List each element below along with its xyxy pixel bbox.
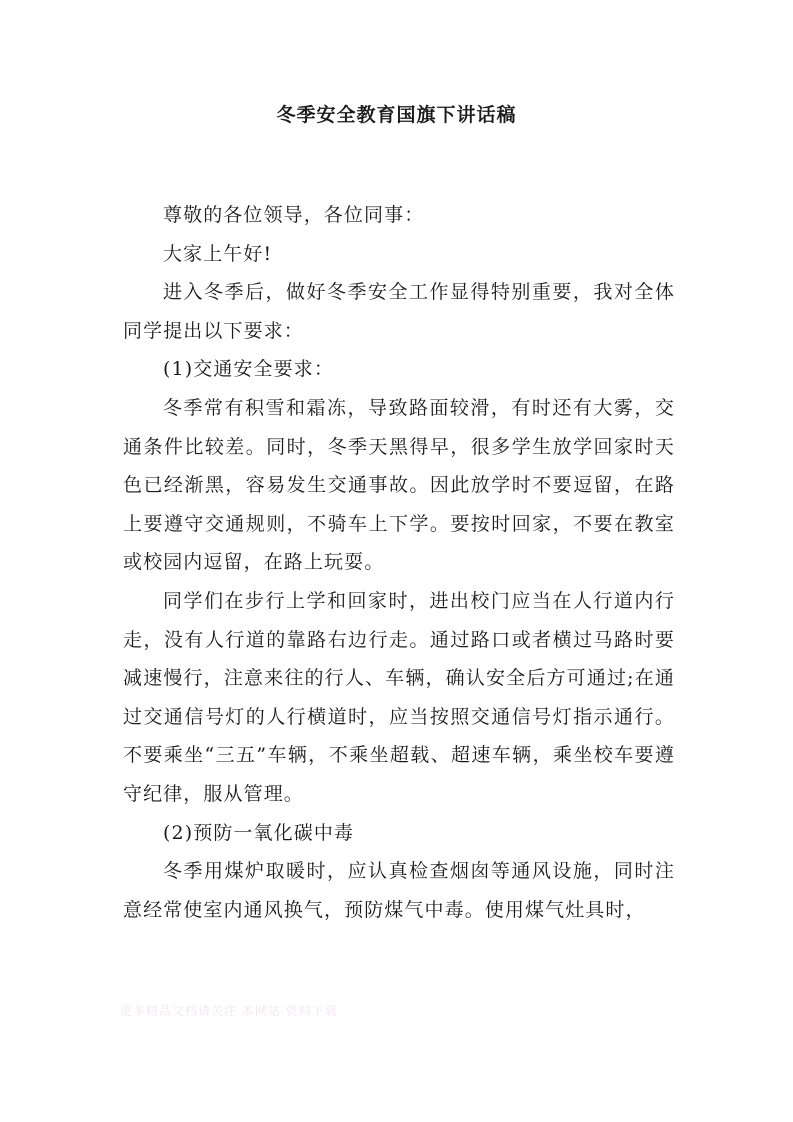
greeting-paragraph: 尊敬的各位领导，各位同事： xyxy=(163,204,425,226)
traffic-paragraph-1: 冬季常有积雪和霜冻，导致路面较滑，有时还有大雾，交通条件比较差。同时，冬季天黑得早，很多学生放学回家时天色已经渐黑，容易发生交通事故。因此放学时不要逗留，在路上要遵守交通规则，不骑车上下学。要按时回家，不要在教室或校园内逗留，在路上玩耍。 xyxy=(123,396,675,574)
section-heading-traffic: (1)交通安全要求： xyxy=(163,358,334,381)
co-paragraph: 冬季用煤炉取暖时，应认真检查烟囱等通风设施，同时注意经常使室内通风换气，预防煤气中毒。使用煤气灶具时， xyxy=(123,860,675,921)
document-title: 冬季安全教育国旗下讲话稿 xyxy=(276,104,517,126)
intro-paragraph: 进入冬季后，做好冬季安全工作显得特别重要，我对全体同学提出以下要求： xyxy=(123,281,675,342)
section-heading-co: (2)预防一氧化碳中毒 xyxy=(163,821,355,844)
traffic-paragraph-2: 同学们在步行上学和回家时，进出校门应当在人行道内行走，没有人行道的靠路右边行走。通过路口或者横过马路时要减速慢行，注意来往的行人、车辆，确认安全后方可通过;在通过交通信号灯的人行横道时，应当按照交通信号灯指示通行。不要乘坐“三五”车辆，不乘坐超载、超速车辆，乘坐校车要遵守纪律，服从管理。 xyxy=(123,589,675,805)
faint-watermark-text: 更多精品文档请关注 本网站 资料下载 xyxy=(120,1004,338,1018)
salutation-paragraph: 大家上午好! xyxy=(163,242,273,265)
document-body xyxy=(123,196,675,929)
